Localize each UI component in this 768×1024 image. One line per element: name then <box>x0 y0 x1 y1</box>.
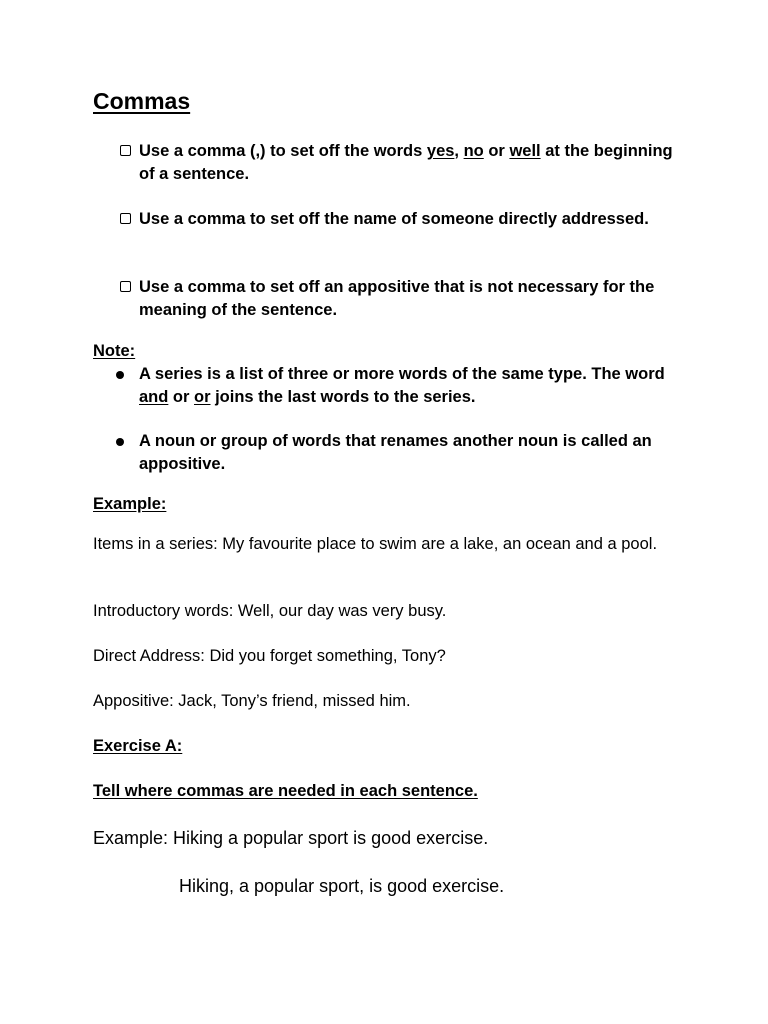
exercise-example-sentence: Example: Hiking a popular sport is good exercise. <box>93 828 489 848</box>
note-item-appositive <box>139 430 691 476</box>
rule-item-direct-address <box>139 208 691 231</box>
rule-text: Use a comma to set off an appositive that is not necessary for the meaning of the sentence. <box>139 278 655 319</box>
example-line-series: Items in a series: My favourite place to swim are a lake, an ocean and a pool. <box>93 535 658 553</box>
underlined-word-well: well <box>509 142 541 160</box>
rule-item-yes-no-well <box>139 140 691 186</box>
exercise-instruction: Tell where commas are needed in each sentence. <box>93 782 478 800</box>
bullet-icon <box>116 371 124 379</box>
underlined-word-no: no <box>463 142 484 160</box>
rule-text: Use a comma to set off the name of someone directly addressed. <box>139 210 649 228</box>
note-text-middle: or <box>168 388 195 406</box>
underlined-word-yes: yes <box>426 142 455 160</box>
underlined-word-and: and <box>139 388 169 406</box>
example-line-appositive: Appositive: Jack, Tony’s friend, missed him. <box>93 692 411 710</box>
rule-item-appositive <box>139 276 691 322</box>
example-heading: Example: <box>93 495 167 513</box>
example-line-introductory: Introductory words: Well, our day was very busy. <box>93 602 447 620</box>
exercise-heading: Exercise A: <box>93 737 183 755</box>
rule-text-after: at the beginning of a sentence. <box>139 142 673 183</box>
bullet-icon <box>116 438 124 446</box>
page-title: Commas <box>93 88 191 114</box>
checkbox-icon[interactable] <box>120 213 131 224</box>
example-line-direct-address: Direct Address: Did you forget something, Tony? <box>93 647 446 665</box>
note-text-after: joins the last words to the series. <box>210 388 476 406</box>
note-text-before: A series is a list of three or more words of the same type. The word <box>139 365 665 383</box>
note-text: A noun or group of words that renames another noun is called an appositive. <box>139 432 652 473</box>
rule-text-sep: , <box>454 142 464 160</box>
note-heading: Note: <box>93 342 136 360</box>
checkbox-icon[interactable] <box>120 145 131 156</box>
note-item-series <box>139 363 691 409</box>
exercise-example-answer: Hiking, a popular sport, is good exercise. <box>179 876 505 896</box>
checkbox-icon[interactable] <box>120 281 131 292</box>
rule-text-before: Use a comma (,) to set off the words <box>139 142 427 160</box>
underlined-word-or: or <box>194 388 211 406</box>
rule-text-sep: or <box>483 142 510 160</box>
